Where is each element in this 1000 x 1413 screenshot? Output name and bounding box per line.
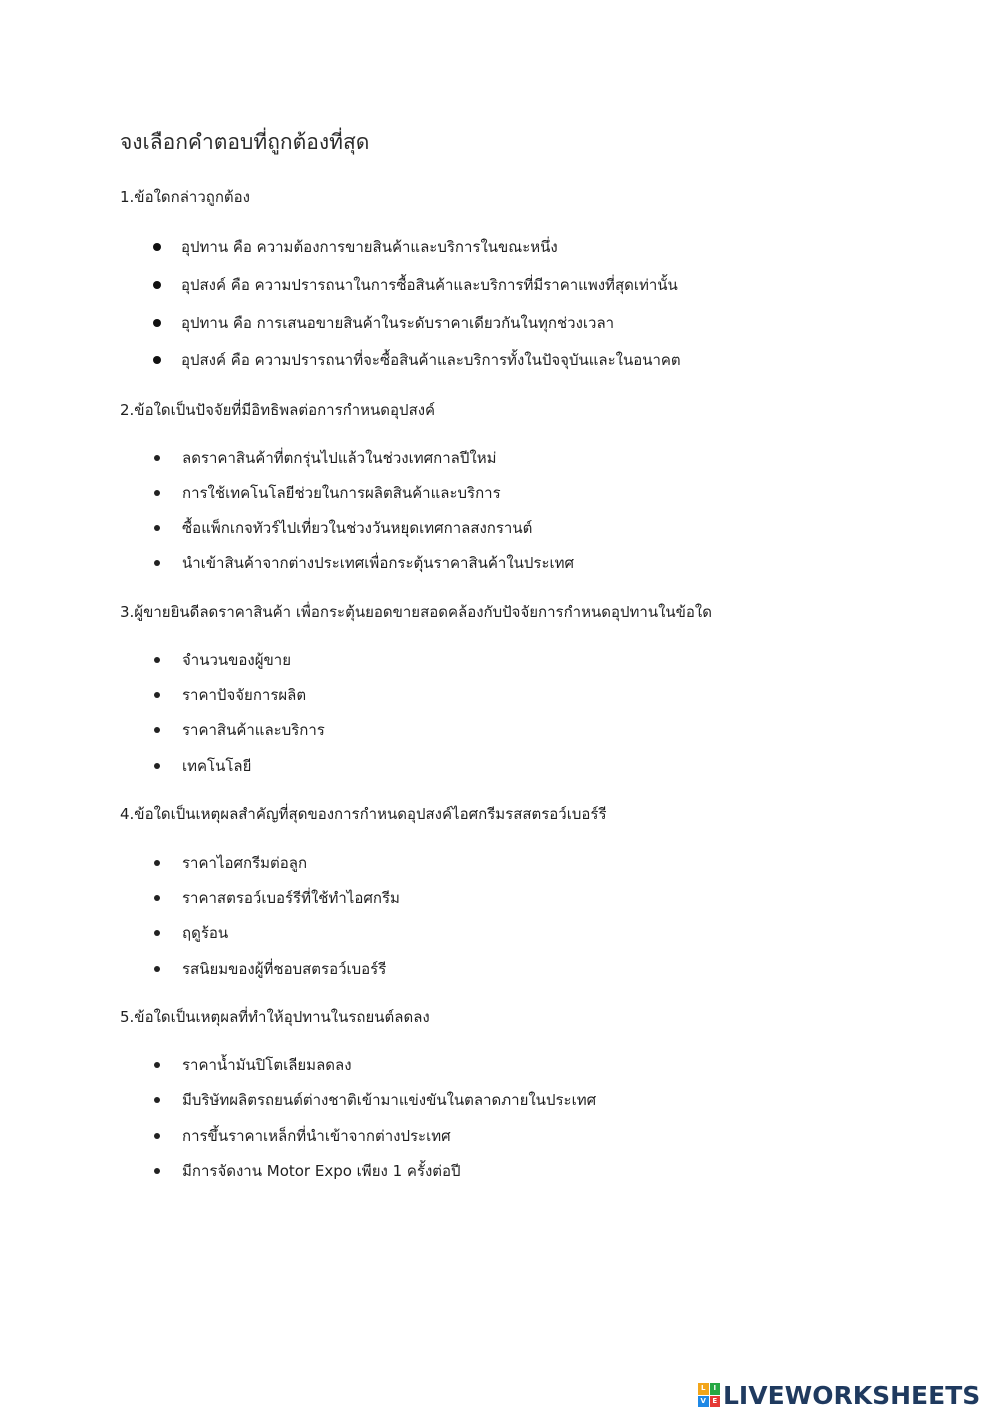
q5-option-2[interactable]: [150, 1088, 596, 1112]
bullet-icon: [154, 763, 160, 769]
bullet-icon: [154, 490, 160, 496]
option-label: ราคาสตรอว์เบอร์รีที่ใช้ทำไอศกรีม: [182, 889, 400, 907]
q1-option-1[interactable]: [150, 235, 558, 259]
q2-option-1[interactable]: [150, 446, 496, 470]
bullet-icon: [154, 455, 160, 461]
bullet-icon: [154, 692, 160, 698]
option-label: เทคโนโลยี: [182, 757, 252, 775]
logo-mark-letter: E: [710, 1396, 721, 1408]
bullet-icon: [153, 243, 161, 251]
question-4: 4.ข้อใดเป็นเหตุผลสำคัญที่สุดของการกำหนดอุปสงค์ไอศกรีมรสสตรอว์เบอร์รี: [120, 805, 607, 823]
option-label: ฤดูร้อน: [182, 924, 229, 942]
q2-option-4[interactable]: [150, 551, 574, 575]
option-label: รสนิยมของผู้ที่ชอบสตรอว์เบอร์รี: [182, 960, 387, 978]
bullet-icon: [154, 1168, 160, 1174]
q4-option-2[interactable]: [150, 886, 400, 910]
bullet-icon: [154, 1133, 160, 1139]
option-label: ราคาน้ำมันปิโตเลียมลดลง: [182, 1056, 352, 1074]
bullet-icon: [154, 1097, 160, 1103]
option-label: การขึ้นราคาเหล็กที่นำเข้าจากต่างประเทศ: [182, 1127, 451, 1145]
q3-option-4[interactable]: [150, 754, 251, 778]
option-label: จำนวนของผู้ขาย: [182, 651, 291, 669]
q1-option-3[interactable]: [150, 311, 614, 335]
bullet-icon: [154, 930, 160, 936]
liveworksheets-logo[interactable]: [698, 1380, 980, 1410]
option-label: อุปทาน คือ การเสนอขายสินค้าในระดับราคาเดียวกันในทุกช่วงเวลา: [181, 314, 615, 332]
logo-mark-letter: V: [698, 1396, 709, 1408]
question-3: 3.ผู้ขายยินดีลดราคาสินค้า เพื่อกระตุ้นยอดขายสอดคล้องกับปัจจัยการกำหนดอุปทานในข้อใด: [120, 603, 712, 621]
bullet-icon: [154, 560, 160, 566]
option-label: มีบริษัทผลิตรถยนต์ต่างชาติเข้ามาแข่งขันในตลาดภายในประเทศ: [182, 1091, 597, 1109]
option-label: การใช้เทคโนโลยีช่วยในการผลิตสินค้าและบริการ: [182, 484, 501, 502]
q5-option-4[interactable]: [150, 1159, 461, 1183]
q3-option-3[interactable]: [150, 718, 325, 742]
option-label: มีการจัดงาน Motor Expo เพียง 1 ครั้งต่อปี: [182, 1162, 461, 1180]
bullet-icon: [153, 356, 161, 364]
option-label: อุปสงค์ คือ ความปรารถนาที่จะซื้อสินค้าและบริการทั้งในปัจจุบันและในอนาคต: [181, 351, 681, 369]
bullet-icon: [154, 525, 160, 531]
option-label: ซื้อแพ็กเกจทัวร์ไปเที่ยวในช่วงวันหยุดเทศกาลสงกรานต์: [182, 519, 533, 537]
option-label: ราคาปัจจัยการผลิต: [182, 686, 307, 704]
logo-mark-icon: [698, 1383, 720, 1407]
q5-option-3[interactable]: [150, 1124, 451, 1148]
q4-option-4[interactable]: [150, 957, 386, 981]
q4-option-1[interactable]: [150, 851, 307, 875]
q3-option-1[interactable]: [150, 648, 291, 672]
logo-mark-letter: I: [710, 1383, 721, 1395]
option-label: อุปสงค์ คือ ความปรารถนาในการซื้อสินค้าและบริการที่มีราคาแพงที่สุดเท่านั้น: [181, 276, 678, 294]
q2-option-3[interactable]: [150, 516, 532, 540]
bullet-icon: [154, 966, 160, 972]
bullet-icon: [154, 657, 160, 663]
q5-option-1[interactable]: [150, 1053, 352, 1077]
option-label: ราคาสินค้าและบริการ: [182, 721, 325, 739]
option-label: ราคาไอศกรีมต่อลูก: [182, 854, 308, 872]
option-label: อุปทาน คือ ความต้องการขายสินค้าและบริการในขณะหนึ่ง: [181, 238, 558, 256]
question-2: 2.ข้อใดเป็นปัจจัยที่มีอิทธิพลต่อการกำหนดอุปสงค์: [120, 401, 436, 419]
option-label: นำเข้าสินค้าจากต่างประเทศเพื่อกระตุ้นราคาสินค้าในประเทศ: [182, 554, 575, 572]
bullet-icon: [154, 1062, 160, 1068]
logo-text: LIVEWORKSHEETS: [723, 1380, 981, 1410]
q2-option-2[interactable]: [150, 481, 501, 505]
bullet-icon: [153, 281, 161, 289]
logo-mark-letter: L: [698, 1383, 709, 1395]
q1-option-4[interactable]: [150, 348, 681, 372]
option-label: ลดราคาสินค้าที่ตกรุ่นไปแล้วในช่วงเทศกาลปีใหม่: [182, 449, 497, 467]
bullet-icon: [153, 319, 161, 327]
bullet-icon: [154, 895, 160, 901]
bullet-icon: [154, 860, 160, 866]
question-1: 1.ข้อใดกล่าวถูกต้อง: [120, 188, 250, 206]
q3-option-2[interactable]: [150, 683, 306, 707]
page-title: จงเลือกคำตอบที่ถูกต้องที่สุด: [120, 130, 370, 154]
bullet-icon: [154, 727, 160, 733]
q1-option-2[interactable]: [150, 273, 678, 297]
question-5: 5.ข้อใดเป็นเหตุผลที่ทำให้อุปทานในรถยนต์ลดลง: [120, 1008, 430, 1026]
q4-option-3[interactable]: [150, 921, 228, 945]
